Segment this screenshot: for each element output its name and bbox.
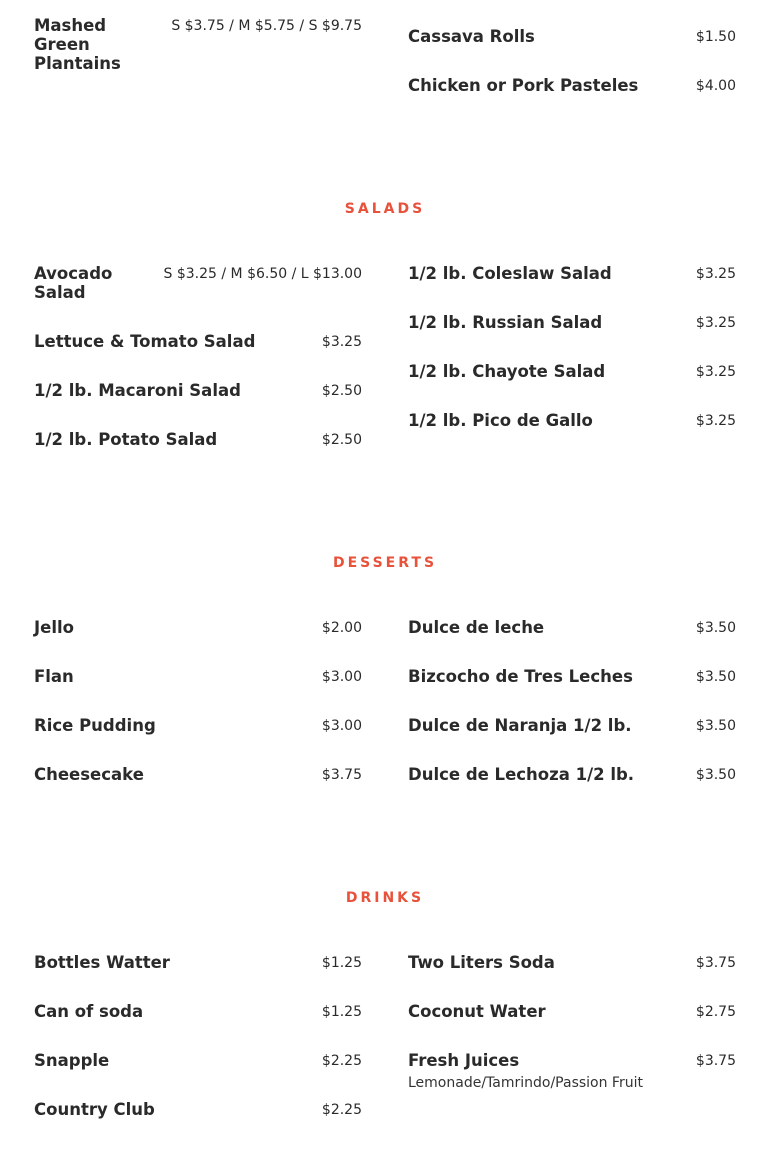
- item-price: $3.75: [695, 955, 736, 971]
- item-name: 1/2 lb. Pico de Gallo: [408, 411, 593, 430]
- item-price: $1.50: [695, 29, 736, 45]
- item-name: Dulce de Lechoza 1/2 lb.: [408, 765, 635, 784]
- item-name: Dulce de Naranja 1/2 lb.: [408, 716, 632, 735]
- item-price: $3.50: [695, 767, 736, 783]
- item-price: $2.00: [321, 620, 362, 636]
- salads-left-column: [34, 264, 362, 479]
- menu-item: [34, 953, 362, 1002]
- item-name: 1/2 lb. Coleslaw Salad: [408, 264, 612, 283]
- desserts-right-column: [408, 618, 736, 814]
- item-price: $3.25: [695, 413, 736, 429]
- item-name: Flan: [34, 667, 74, 686]
- item-price: $2.50: [321, 432, 362, 448]
- item-description: Lemonade/Tamrindo/Passion Fruit: [408, 1075, 643, 1091]
- item-name: 1/2 lb. Russian Salad: [408, 313, 603, 332]
- menu-item: [408, 716, 736, 765]
- item-name: Rice Pudding: [34, 716, 156, 735]
- menu-item: [34, 1051, 362, 1100]
- menu-item: [34, 667, 362, 716]
- item-price: S $3.75 / M $5.75 / S $9.75: [171, 18, 362, 34]
- item-name: Mashed Green Plantains: [34, 16, 121, 73]
- menu-item: [408, 362, 736, 411]
- item-price: $3.25: [695, 266, 736, 282]
- item-name: 1/2 lb. Macaroni Salad: [34, 381, 241, 400]
- menu-item: [34, 765, 362, 814]
- drinks-right-column: [408, 953, 736, 1111]
- item-name: 1/2 lb. Potato Salad: [34, 430, 218, 449]
- item-price: $3.75: [695, 1053, 736, 1069]
- item-price: $3.50: [695, 718, 736, 734]
- item-price: $1.25: [321, 955, 362, 971]
- item-name: Lettuce & Tomato Salad: [34, 332, 256, 351]
- menu-item: [34, 1002, 362, 1051]
- menu-item: [408, 313, 736, 362]
- menu-item: [408, 76, 736, 125]
- item-name: Dulce de leche: [408, 618, 545, 637]
- section-title-desserts: DESSERTS: [332, 555, 438, 571]
- item-name: Chicken or Pork Pasteles: [408, 76, 639, 95]
- menu-item: [34, 618, 362, 667]
- menu-item: [408, 1051, 736, 1111]
- item-name: Cassava Rolls: [408, 27, 535, 46]
- item-price: $3.25: [695, 364, 736, 380]
- menu-item: [408, 618, 736, 667]
- menu-item: [408, 27, 736, 76]
- menu-item: [34, 16, 362, 76]
- item-name: Fresh Juices: [408, 1051, 520, 1070]
- item-name: Snapple: [34, 1051, 110, 1070]
- item-name: Two Liters Soda: [408, 953, 555, 972]
- item-price: $3.00: [321, 669, 362, 685]
- item-name: Bizcocho de Tres Leches: [408, 667, 633, 686]
- item-price: $2.25: [321, 1102, 362, 1118]
- menu-item: [34, 716, 362, 765]
- item-name: 1/2 lb. Chayote Salad: [408, 362, 606, 381]
- item-name: Can of soda: [34, 1002, 144, 1021]
- sides-left-column: [34, 16, 362, 76]
- item-price: $1.25: [321, 1004, 362, 1020]
- menu-item: [408, 1002, 736, 1051]
- item-name: Country Club: [34, 1100, 155, 1119]
- item-price: $3.00: [321, 718, 362, 734]
- menu-item: [408, 953, 736, 1002]
- section-title-salads: SALADS: [344, 201, 426, 217]
- menu-item: [34, 381, 362, 430]
- item-price: $3.25: [321, 334, 362, 350]
- section-title-drinks: DRINKS: [345, 890, 425, 906]
- menu-item: [34, 1100, 362, 1149]
- item-name: Jello: [34, 618, 74, 637]
- item-price: $2.50: [321, 383, 362, 399]
- salads-right-column: [408, 264, 736, 460]
- item-price: $3.50: [695, 669, 736, 685]
- item-price: $3.75: [321, 767, 362, 783]
- menu-item: [34, 430, 362, 479]
- menu-item: [408, 264, 736, 313]
- item-price: $4.00: [695, 78, 736, 94]
- item-price: $3.50: [695, 620, 736, 636]
- item-price: $2.75: [695, 1004, 736, 1020]
- menu-item: [34, 332, 362, 381]
- menu-item: [34, 264, 362, 332]
- desserts-left-column: [34, 618, 362, 814]
- menu-item: [408, 765, 736, 814]
- item-name: Avocado Salad: [34, 264, 113, 302]
- item-price: $3.25: [695, 315, 736, 331]
- item-price: S $3.25 / M $6.50 / L $13.00: [163, 266, 362, 282]
- item-name: Bottles Watter: [34, 953, 170, 972]
- menu-item: [408, 411, 736, 460]
- drinks-left-column: [34, 953, 362, 1149]
- item-price: $2.25: [321, 1053, 362, 1069]
- sides-right-column: [408, 27, 736, 125]
- item-name: Coconut Water: [408, 1002, 546, 1021]
- item-name: Cheesecake: [34, 765, 144, 784]
- menu-item: [408, 667, 736, 716]
